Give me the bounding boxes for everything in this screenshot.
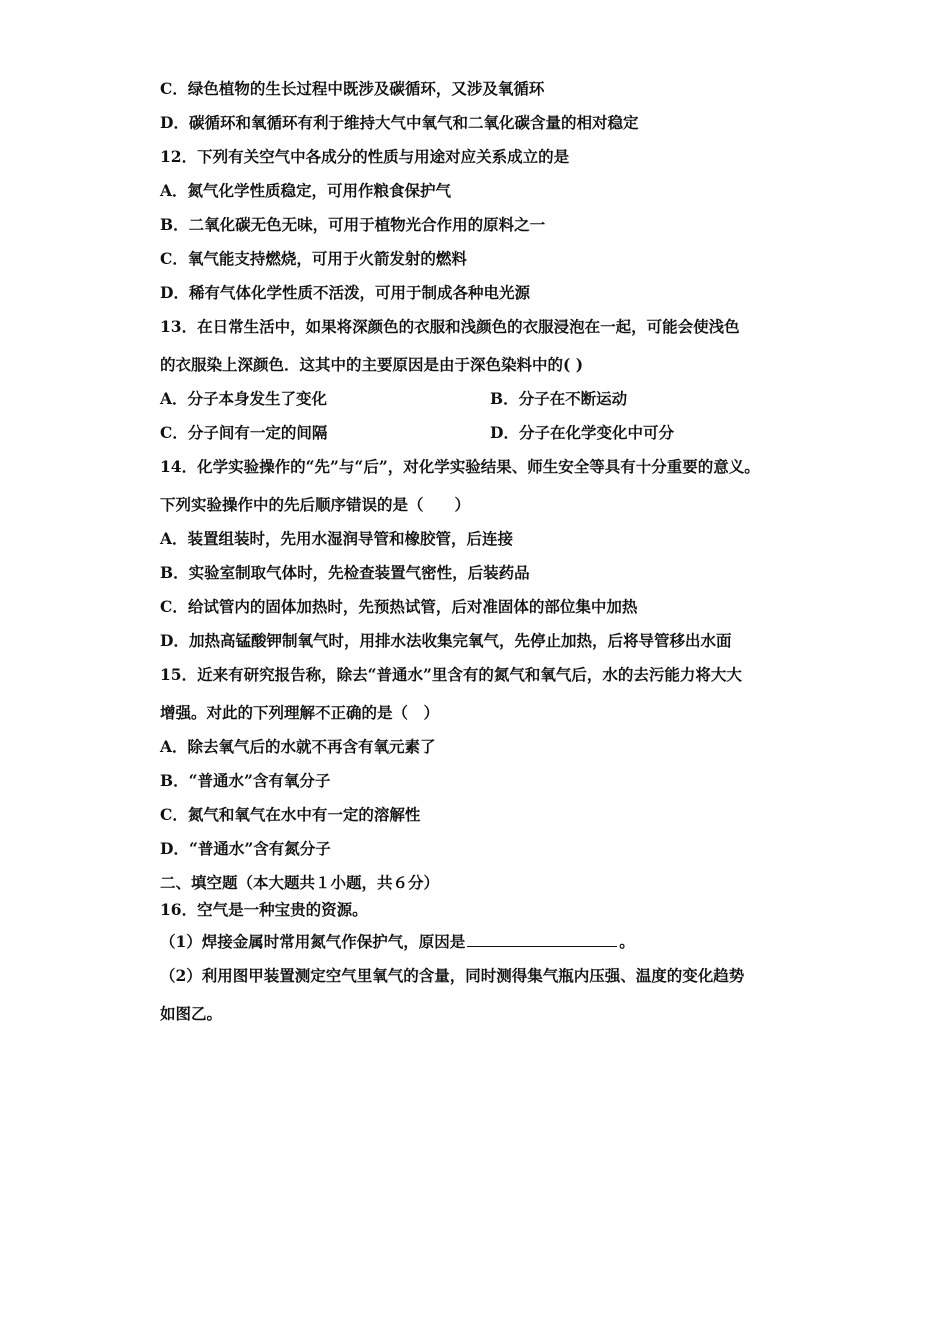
q13-stem-line2: 的衣服染上深颜色．这其中的主要原因是由于深色染料中的( ) <box>160 355 584 374</box>
q16-part2-line2: 如图乙。 <box>160 1004 223 1023</box>
q13-option-b: B．分子在不断运动 <box>490 389 628 408</box>
q15-stem-line2: 增强。对此的下列理解不正确的是（ ） <box>160 703 440 722</box>
q11-option-d: D．碳循环和氧循环有利于维持大气中氧气和二氧化碳含量的相对稳定 <box>160 113 639 132</box>
q14-option-b: B．实验室制取气体时，先检查装置气密性，后装药品 <box>160 563 530 582</box>
section-2-heading: 二、填空题（本大题共１小题，共６分） <box>160 873 440 892</box>
q15-option-c: C．氮气和氧气在水中有一定的溶解性 <box>160 805 421 824</box>
q15-option-b: B．“普通水”含有氧分子 <box>160 771 331 790</box>
q16-answer-blank[interactable] <box>467 932 617 947</box>
q13-option-a: A．分子本身发生了变化 <box>160 389 328 408</box>
q11-option-c: C．绿色植物的生长过程中既涉及碳循环，又涉及氧循环 <box>160 79 545 98</box>
q16-part1-end: 。 <box>619 932 635 951</box>
q16-part1-text: （1）焊接金属时常用氮气作保护气，原因是 <box>160 932 466 951</box>
q12-stem: 12．下列有关空气中各成分的性质与用途对应关系成立的是 <box>160 147 570 166</box>
q12-option-c: C．氧气能支持燃烧，可用于火箭发射的燃料 <box>160 249 467 268</box>
q16-part2-line1: （2）利用图甲装置测定空气里氧气的含量，同时测得集气瓶内压强、温度的变化趋势 <box>160 966 745 985</box>
q14-option-a: A．装置组装时，先用水湿润导管和橡胶管，后连接 <box>160 529 514 548</box>
q13-option-c: C．分子间有一定的间隔 <box>160 423 328 442</box>
q12-option-d: D．稀有气体化学性质不活泼，可用于制成各种电光源 <box>160 283 530 302</box>
q14-option-d: D．加热高锰酸钾制氧气时，用排水法收集完氧气，先停止加热，后将导管移出水面 <box>160 631 732 650</box>
q12-option-a: A．氮气化学性质稳定，可用作粮食保护气 <box>160 181 452 200</box>
q14-option-c: C．给试管内的固体加热时，先预热试管，后对准固体的部位集中加热 <box>160 597 638 616</box>
q12-option-b: B．二氧化碳无色无味，可用于植物光合作用的原料之一 <box>160 215 546 234</box>
q15-stem-line1: 15．近来有研究报告称，除去“普通水”里含有的氮气和氧气后，水的去污能力将大大 <box>160 665 742 684</box>
q16-part1 <box>160 930 635 952</box>
q14-stem-line2: 下列实验操作中的先后顺序错误的是（ ） <box>160 495 471 514</box>
q13-stem-line1: 13．在日常生活中，如果将深颜色的衣服和浅颜色的衣服浸泡在一起，可能会使浅色 <box>160 317 740 336</box>
q14-stem-line1: 14．化学实验操作的“先”与“后”，对化学实验结果、师生安全等具有十分重要的意义。 <box>160 457 760 476</box>
q16-stem: 16．空气是一种宝贵的资源。 <box>160 900 368 919</box>
q15-option-d: D．“普通水”含有氮分子 <box>160 839 331 858</box>
q15-option-a: A．除去氧气后的水就不再含有氧元素了 <box>160 737 436 756</box>
q13-option-d: D．分子在化学变化中可分 <box>490 423 674 442</box>
